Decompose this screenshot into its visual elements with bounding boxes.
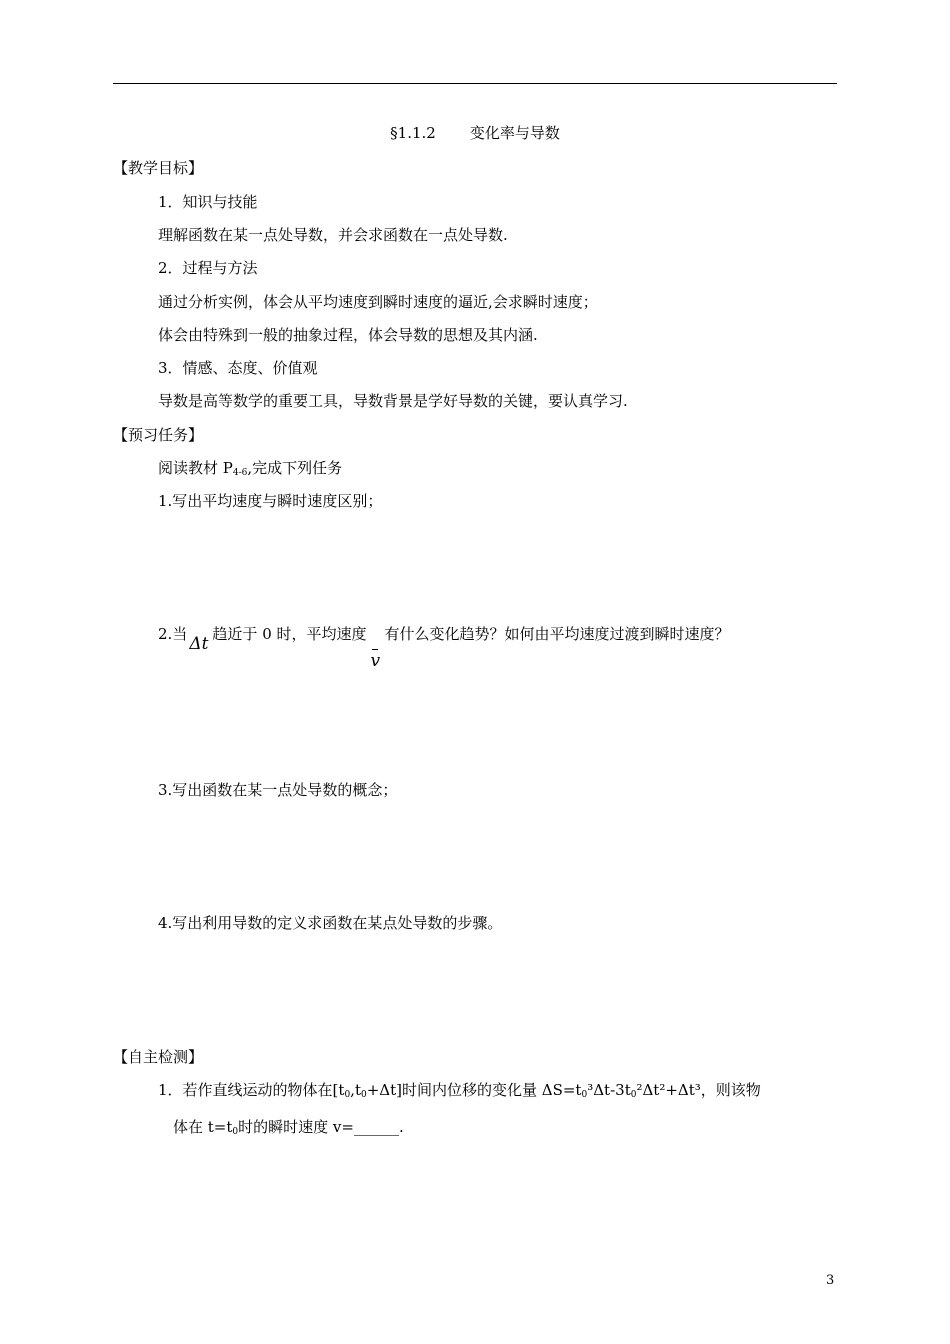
preview-question-4: 4.写出利用导数的定义求函数在某点处导数的步骤。 xyxy=(158,914,503,932)
preview-intro-a: 阅读教材 P xyxy=(158,459,233,477)
q1-text-d: ³Δt-3t xyxy=(587,1081,631,1099)
subscript-zero: 0 xyxy=(232,1127,239,1137)
subscript-zero: 0 xyxy=(581,1090,588,1100)
title-text: 变化率与导数 xyxy=(469,124,560,142)
header-rule xyxy=(113,83,837,84)
subscript-zero: 0 xyxy=(630,1090,637,1100)
self-check-question-1-line-1 xyxy=(158,1080,761,1105)
subscript-zero: 0 xyxy=(344,1090,351,1100)
q1-line2-b: 时的瞬时速度 v=______. xyxy=(238,1118,404,1136)
q1-text-e: ²Δt²+Δt³，则该物 xyxy=(636,1081,761,1099)
preview-intro-sub: 4-6 xyxy=(232,468,248,478)
page-title xyxy=(0,123,950,143)
goal-3-title: 3．情感、态度、价值观 xyxy=(158,359,318,377)
overbar xyxy=(372,649,378,650)
q1-text-a: 1．若作直线运动的物体在[t xyxy=(158,1081,345,1099)
goal-3-text: 导数是高等数学的重要工具，导数背景是学好导数的关键，要认真学习. xyxy=(158,392,628,410)
subscript-zero: 0 xyxy=(360,1090,367,1100)
goals-heading: 【教学目标】 xyxy=(113,159,204,177)
preview-question-2 xyxy=(158,624,730,671)
goal-2-text-b: 体会由特殊到一般的抽象过程，体会导数的思想及其内涵. xyxy=(158,326,538,344)
goal-1-title: 1．知识与技能 xyxy=(158,193,258,211)
goal-2-title: 2．过程与方法 xyxy=(158,259,258,277)
goal-2-text-a: 通过分析实例，体会从平均速度到瞬时速度的逼近,会求瞬时速度； xyxy=(158,293,598,311)
self-check-question-1-line-2 xyxy=(173,1117,404,1142)
delta-t-symbol: Δt xyxy=(189,634,209,654)
preview-question-1: 1.写出平均速度与瞬时速度区别； xyxy=(158,492,383,510)
self-check-heading: 【自主检测】 xyxy=(113,1048,204,1066)
q2-text-a: 2.当 xyxy=(158,625,188,643)
preview-heading: 【预习任务】 xyxy=(113,426,204,444)
v-letter: v xyxy=(370,651,381,671)
section-number: §1.1.2 xyxy=(390,124,436,142)
page-number: 3 xyxy=(826,1273,835,1288)
goal-1-text: 理解函数在某一点处导数，并会求函数在一点处导数. xyxy=(158,226,508,244)
preview-intro xyxy=(158,458,342,483)
q1-line2-a: 体在 t=t xyxy=(173,1118,233,1136)
preview-question-3: 3.写出函数在某一点处导数的概念； xyxy=(158,781,398,799)
q1-text-b: ,t xyxy=(350,1081,361,1099)
q2-text-b: 趋近于 0 时，平均速度 xyxy=(212,625,367,643)
q2-text-c: 有什么变化趋势？如何由平均速度过渡到瞬时速度？ xyxy=(384,625,730,643)
q1-text-c: +Δt]时间内位移的变化量 ΔS=t xyxy=(366,1081,582,1099)
preview-intro-b: ,完成下列任务 xyxy=(247,459,343,477)
